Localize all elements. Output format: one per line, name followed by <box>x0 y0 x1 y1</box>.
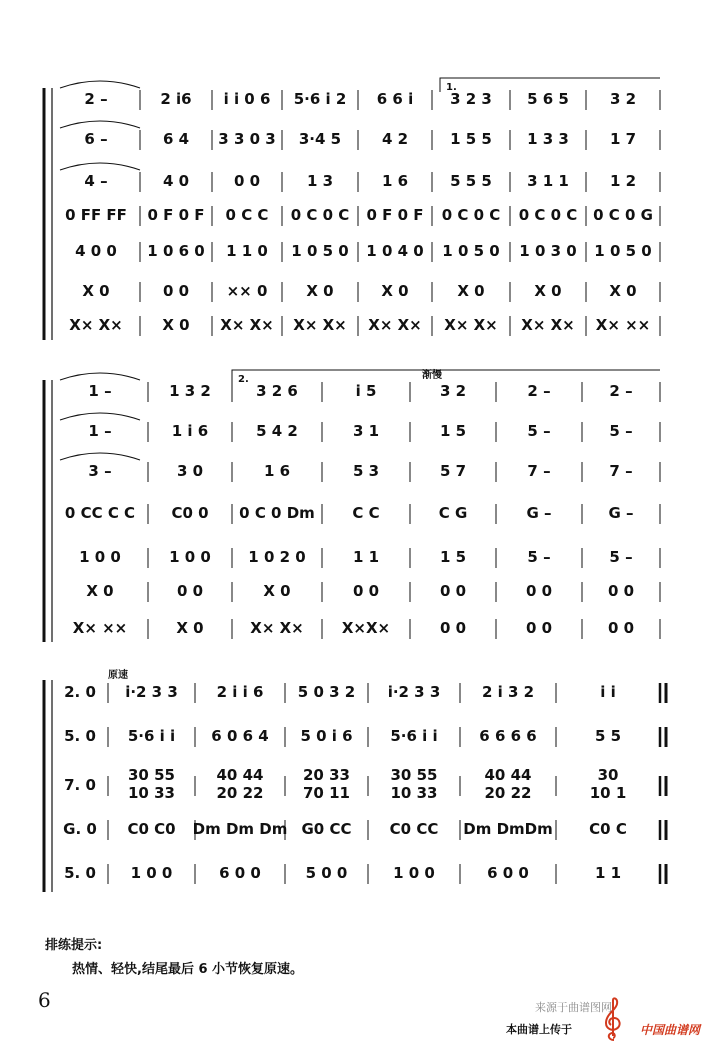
note-cell: C0 C <box>589 820 627 838</box>
note-cell: 5 0 0 <box>305 864 348 882</box>
note-cell: 5 5 <box>594 727 622 745</box>
note-cell: 0 0 <box>233 172 261 190</box>
note-cell: 1 5 <box>439 548 467 566</box>
note-cell: 7 – <box>527 462 551 480</box>
note-cell: 1 3 2 <box>169 382 211 400</box>
note-cell: 0 0 <box>176 582 204 600</box>
note-cell: 6 0 0 <box>487 864 529 882</box>
note-cell: 0 C 0 C <box>290 206 350 224</box>
note-cell: 20 22 <box>484 784 532 802</box>
note-cell: X 0 <box>306 282 334 300</box>
note-cell: 5 – <box>609 422 633 440</box>
note-cell: 1 5 <box>439 422 467 440</box>
note-cell: X 0 <box>263 582 291 600</box>
tempo-marking: 渐慢 <box>422 370 442 381</box>
note-cell: 1 i 6 <box>171 422 209 440</box>
note-cell: 2. 0 <box>64 683 96 701</box>
note-cell: X× ×× <box>595 316 651 334</box>
slur <box>60 81 140 88</box>
note-cell: 0 F 0 F <box>366 206 424 224</box>
rehearsal-hint-title: 排练提示: <box>45 938 103 953</box>
note-cell: 0 0 <box>525 619 553 637</box>
note-cell: 3 1 1 <box>527 172 569 190</box>
note-cell: 0 FF FF <box>65 206 127 224</box>
note-cell: 10 33 <box>128 784 175 802</box>
note-cell: 3 2 <box>609 90 637 108</box>
note-cell: 5 6 5 <box>527 90 569 108</box>
note-cell: 1 0 6 0 <box>147 242 205 260</box>
note-cell: 5 0 3 2 <box>297 683 356 701</box>
note-cell: 1 3 <box>306 172 334 190</box>
note-cell: 2 i 3 2 <box>481 683 535 701</box>
note-cell: 5·6 i 2 <box>293 90 347 108</box>
note-cell: G – <box>608 504 634 522</box>
note-cell: X× X× <box>69 316 123 334</box>
note-cell: 0 C 0 G <box>593 206 653 224</box>
footer-note: 本曲谱上传于 <box>506 1023 572 1036</box>
note-cell: 1 6 <box>263 462 291 480</box>
note-cell: 2 i i 6 <box>216 683 264 701</box>
note-cell: Dm DmDm <box>463 820 553 838</box>
note-cell: 30 55 <box>390 766 438 784</box>
note-cell: X 0 <box>86 582 114 600</box>
note-cell: i i 0 6 <box>223 90 271 108</box>
note-cell: 5 – <box>609 548 633 566</box>
note-cell: 6 6 6 6 <box>479 727 537 745</box>
note-cell: 1 0 0 <box>393 864 435 882</box>
slur <box>60 413 140 420</box>
note-cell: 0 F 0 F <box>147 206 205 224</box>
note-cell: 2 – <box>527 382 551 400</box>
slur <box>60 373 140 380</box>
note-cell: X× X× <box>293 316 347 334</box>
note-cell: X× X× <box>521 316 575 334</box>
note-cell: 3 1 <box>352 422 380 440</box>
note-cell: 3 2 <box>439 382 467 400</box>
note-cell: 3 0 <box>176 462 204 480</box>
note-cell: 6 4 <box>162 130 190 148</box>
note-cell: 70 11 <box>303 784 350 802</box>
note-cell: 6 6 i <box>376 90 414 108</box>
note-cell: C G <box>438 504 468 522</box>
note-cell: X× X× <box>220 316 274 334</box>
note-cell: 20 33 <box>303 766 350 784</box>
note-cell: 7. 0 <box>64 776 96 794</box>
slur <box>60 453 140 460</box>
note-cell: 4 0 <box>162 172 190 190</box>
note-cell: 0 C C <box>225 206 269 224</box>
note-cell: 0 C 0 Dm <box>239 504 315 522</box>
note-cell: 5·6 i i <box>390 727 438 745</box>
note-cell: 1 0 0 <box>169 548 211 566</box>
note-cell: 1 3 3 <box>527 130 569 148</box>
note-cell: 2 i6 <box>160 90 192 108</box>
note-cell: 0 0 <box>352 582 380 600</box>
note-cell: 1 0 5 0 <box>291 242 349 260</box>
note-cell: 1 0 0 <box>79 548 121 566</box>
note-cell: 20 22 <box>216 784 264 802</box>
treble-clef-icon <box>598 996 628 1042</box>
note-cell: 5. 0 <box>64 727 96 745</box>
note-cell: 1 – <box>88 422 112 440</box>
note-cell: 1 2 <box>609 172 637 190</box>
note-cell: 0 C 0 C <box>441 206 501 224</box>
note-cell: 0 0 <box>607 582 635 600</box>
note-cell: 3 – <box>88 462 112 480</box>
note-cell: 5 3 <box>352 462 380 480</box>
note-cell: C C <box>352 504 380 522</box>
note-cell: 0 0 <box>525 582 553 600</box>
slur <box>60 163 140 170</box>
note-cell: 5 – <box>527 548 551 566</box>
note-cell: 1 – <box>88 382 112 400</box>
note-cell: C0 0 <box>171 504 209 522</box>
note-cell: 0 0 <box>439 619 467 637</box>
note-cell: 4 0 0 <box>75 242 117 260</box>
note-cell: 4 2 <box>381 130 409 148</box>
note-cell: 4 – <box>84 172 108 190</box>
note-cell: X 0 <box>176 619 204 637</box>
note-cell: 1 1 <box>352 548 380 566</box>
note-cell: 0 CC C C <box>64 504 136 522</box>
note-cell: 3·4 5 <box>298 130 342 148</box>
note-cell: i·2 3 3 <box>387 683 441 701</box>
note-cell: 3 2 3 <box>450 90 492 108</box>
page-number: 6 <box>38 988 51 1012</box>
note-cell: 1 0 0 <box>130 864 173 882</box>
note-cell: 1 0 3 0 <box>519 242 577 260</box>
rehearsal-hint-body: 热情、轻快,结尾最后 6 小节恢复原速。 <box>72 962 304 977</box>
note-cell: 6 0 6 4 <box>211 727 269 745</box>
note-cell: X× X× <box>368 316 422 334</box>
note-cell: X 0 <box>381 282 409 300</box>
note-cell: 6 0 0 <box>219 864 261 882</box>
note-cell: 5 – <box>527 422 551 440</box>
note-cell: G. 0 <box>63 820 97 838</box>
slur <box>60 121 140 128</box>
note-cell: 1 7 <box>609 130 637 148</box>
note-cell: 5 4 2 <box>256 422 298 440</box>
note-cell: 2 – <box>609 382 633 400</box>
note-cell: Dm Dm Dm <box>192 820 288 838</box>
note-cell: 5 0 i 6 <box>300 727 353 745</box>
note-cell: 1 0 2 0 <box>248 548 306 566</box>
note-cell: 5·6 i i <box>127 727 176 745</box>
note-cell: X 0 <box>609 282 637 300</box>
note-cell: 5 7 <box>439 462 467 480</box>
note-cell: 1 5 5 <box>450 130 492 148</box>
watermark-source: 来源于曲谱图网 <box>535 1001 612 1014</box>
volta-label: 2. <box>238 374 249 385</box>
footer-brand: 中国曲谱网 <box>640 1023 701 1037</box>
volta-label: 1. <box>446 82 457 93</box>
note-cell: X 0 <box>457 282 485 300</box>
note-cell: 10 1 <box>589 784 627 802</box>
note-cell: X×X× <box>341 619 391 637</box>
note-cell: 0 0 <box>162 282 190 300</box>
note-cell: 5 5 5 <box>450 172 492 190</box>
note-cell: 1 6 <box>381 172 409 190</box>
note-cell: 7 – <box>609 462 633 480</box>
note-cell: 10 33 <box>390 784 438 802</box>
note-cell: G0 CC <box>301 820 352 838</box>
note-cell: 5. 0 <box>64 864 96 882</box>
note-cell: 1 0 5 0 <box>442 242 500 260</box>
note-cell: X× X× <box>250 619 304 637</box>
note-cell: 30 55 <box>128 766 175 784</box>
note-cell: 0 0 <box>607 619 635 637</box>
note-cell: 40 44 <box>484 766 532 784</box>
note-cell: i i <box>600 683 616 701</box>
note-cell: X 0 <box>162 316 190 334</box>
note-cell: 1 0 4 0 <box>366 242 424 260</box>
note-cell: i·2 3 3 <box>125 683 178 701</box>
note-cell: 1 1 0 <box>226 242 268 260</box>
note-cell: 30 <box>597 766 619 784</box>
note-cell: 0 0 <box>439 582 467 600</box>
note-cell: 3 3 0 3 <box>218 130 276 148</box>
note-cell: G – <box>526 504 552 522</box>
note-cell: X× X× <box>444 316 498 334</box>
tempo-marking: 原速 <box>108 670 128 681</box>
note-cell: ×× 0 <box>226 282 268 300</box>
note-cell: X 0 <box>534 282 562 300</box>
note-cell: 2 – <box>84 90 108 108</box>
note-cell: C0 CC <box>389 820 439 838</box>
note-cell: X× ×× <box>72 619 128 637</box>
note-cell: i 5 <box>355 382 377 400</box>
note-cell: 1 1 <box>594 864 622 882</box>
note-cell: 40 44 <box>216 766 264 784</box>
note-cell: C0 C0 <box>127 820 176 838</box>
note-cell: 3 2 6 <box>256 382 298 400</box>
note-cell: 1 0 5 0 <box>594 242 652 260</box>
note-cell: X 0 <box>82 282 110 300</box>
note-cell: 6 – <box>84 130 108 148</box>
note-cell: 0 C 0 C <box>518 206 578 224</box>
